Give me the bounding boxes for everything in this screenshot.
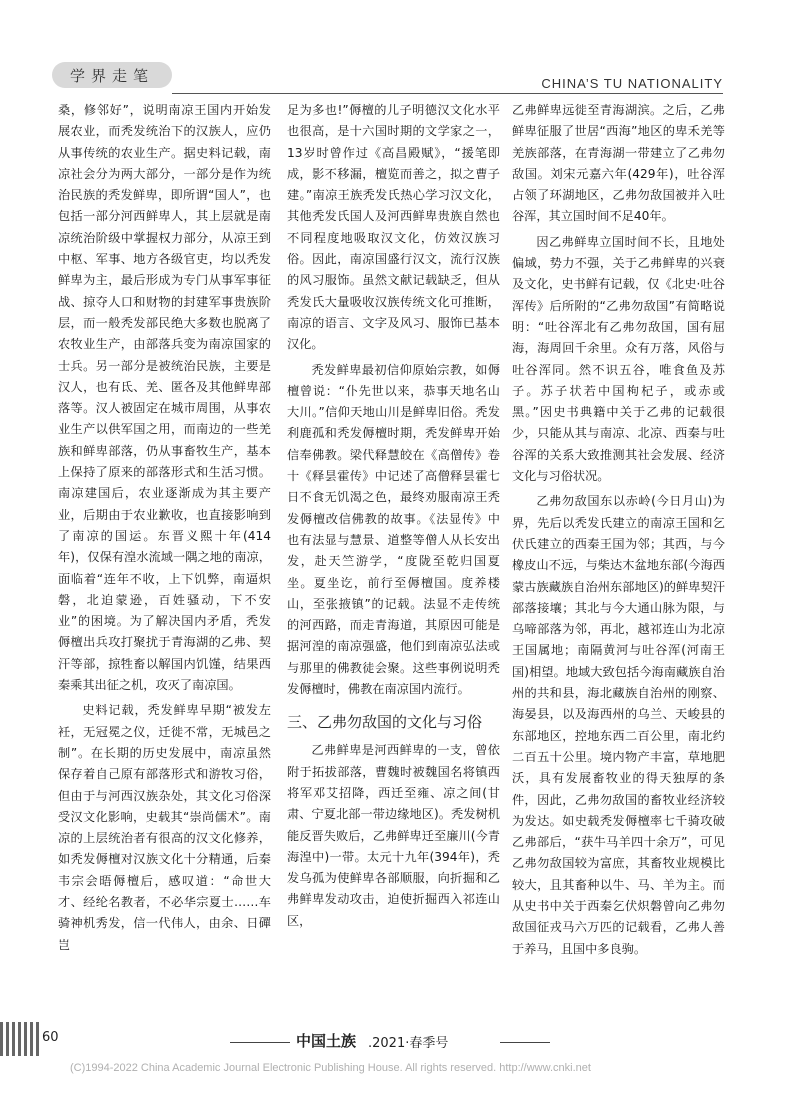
paragraph: 史料记载，秃发鲜卑早期“被发左衽，无冠冕之仪，迁徙不常，无城邑之制”。在长期的历史发展中，南凉虽然保存着自己原有部落形式和游牧习俗，但由于与河西汉族杂处，其文化习俗深受汉文化影响，史载其“崇尚儒术”。南凉的上层统治者有很高的汉文化修养，如秃发傉檀对汉族文化十分精通，后秦韦宗会晤傉檀后，感叹道：“命世大才、经纶名教者，不必华宗夏士……车骑神机秀发，信一代伟人，由余、日磾岂 <box>58 703 271 952</box>
column-3 <box>512 100 725 960</box>
paragraph: 乙弗鲜卑是河西鲜卑的一支，曾依附于拓拔部落，曹魏时被魏国名将镇西将军邓艾招降，西迁至雍、凉之间(甘肃、宁夏北部一带边缘地区)。秃发树机能反晋失败后，乙弗鲜卑迁至廉川(今青海湟中)一带。太元十九年(394年)，秃发乌孤为使鲜卑各部顺服，向折掘和乙弗鲜卑发动攻击，迫使折掘西入祁连山区， <box>287 743 500 928</box>
paragraph: 桑，修邻好”，说明南凉王国内开始发展农业，而秃发统治下的汉族人，应仍从事传统的农业生产。据史料记载，南凉社会分为两大部分，一部分是作为统治民族的秃发鲜卑，即所谓“国人”，也包括一部分河西鲜卑人，其上层就是南凉统治阶级中掌握权力部分，从凉王到中枢、军事、地方各级官吏，均以秃发鲜卑为主，最后形成为专门从事军事征战、掠夺人口和财物的封建军事贵族阶层，而一般秃发部民绝大多数也脱离了农牧业生产，由部落兵变为南凉国家的士兵。另一部分是被统治民族，主要是汉人，也有氐、羌、匿各及其他鲜卑部落等。汉人被固定在城市周围，从事农业生产以供军国之用，而南边的一些羌族和鲜卑部落，仍从事畜牧生产，基本上保持了原来的部落形式和生活习惯。南凉建国后，农业逐渐成为其主要产业，后期由于农业歉收，也直接影响到了南凉的国运。东晋义熙十年(414年)，仅保有湟水流域一隅之地的南凉，面临着“连年不收，上下饥弊，南逼炽磐，北迫蒙逊，百姓骚动，下不安业”的困境。为了解决国内矛盾，秃发傉檀出兵攻打聚扰于青海湖的乙弗、契汗等部，掠牲畜以解国内饥馑，结果西秦乘其出征之机，攻灭了南凉国。 <box>58 103 271 693</box>
column-1 <box>58 100 271 956</box>
page-number: 60 <box>42 1030 59 1045</box>
footer-barcode-decoration <box>0 1022 40 1056</box>
journal-name: 中国土族 <box>296 1032 357 1050</box>
footer-rule-right <box>500 1042 550 1043</box>
paragraph: 乙弗勿敌国东以赤岭(今日月山)为界，先后以秃发氏建立的南凉王国和乞伏氏建立的西秦王国为邻；其西，与今橡皮山不远，与柴达木盆地东部(今海西蒙古族藏族自治州东部地区)的鲜卑契汗部落接壤；其北与今大通山脉为限，与乌啼部落为邻，再北，越祁连山为北凉王国属地；南隔黄河与吐谷浑(河南王国)相望。地域大致包括今海南藏族自治州的共和县，海北藏族自治州的刚察、海晏县，以及海西州的乌兰、天峻县的东部地区，控地东西二百公里，南北约二百五十公里。境内物产丰富，草地肥沃，具有发展畜牧业的得天独厚的条件，因此，乙弗勿敌国的畜牧业经济较为发达。如史载秃发傉檀率七千骑攻破乙弗部后，“获牛马羊四十余万”，可见乙弗勿敌国较为富庶，其畜牧业规模比较大，且其畜种以牛、马、羊为主。而从史书中关于西秦乞伏炽磐曾向乙弗勿敌国征戎马六万匹的记载看，乙弗人善于养马，且国中多良驹。 <box>512 494 725 956</box>
header-rule <box>172 93 723 94</box>
issue-label: .2021·春季号 <box>368 1036 449 1051</box>
paragraph: 因乙弗鲜卑立国时间不长，且地处偏域，势力不强，关于乙弗鲜卑的兴衰及文化，史书鲜有记载，仅《北史·吐谷浑传》后所附的“乙弗勿敌国”有简略说明：“吐谷浑北有乙弗勿敌国，国有屈海，海周回千余里。众有万落，风俗与吐谷浑同。然不识五谷，唯食鱼及苏子。苏子状若中国枸杞子，或赤或黑。”因史书典籍中关于乙弗的记载很少，只能从其与南凉、北凉、西秦与吐谷浑的关系大致推测其社会发展、经济文化与习俗状况。 <box>512 234 725 484</box>
copyright-notice: (C)1994-2022 China Academic Journal Electronic Publishing House. All rights reserved. http://www.cnki.net <box>70 1062 591 1074</box>
column-2 <box>287 100 500 932</box>
paragraph: 足为多也!”傉檀的儿子明德汉文化水平也很高，是十六国时期的文学家之一，13岁时曾作过《高昌殿赋》，“援笔即成，影不移漏，檀览而善之，拟之曹子建。”南凉王族秃发氏热心学习汉文化，其他秃发氏国人及河西鲜卑贵族自然也不同程度地吸取汉文化，仿效汉族习俗。因此，南凉国盛行汉文，流行汉族的风习服饰。虽然文献记载缺乏，但从秃发氏大量吸收汉族传统文化可推断，南凉的语言、文字及风习、服饰已基本汉化。 <box>287 103 500 352</box>
journal-english-title: CHINA’S TU NATIONALITY <box>541 76 723 91</box>
section-label: 学界走笔 <box>52 62 172 88</box>
section-heading: 三、乙弗勿敌国的文化与习俗 <box>287 713 483 732</box>
footer-rule-left <box>230 1042 290 1043</box>
paragraph: 乙弗鲜卑远徙至青海湖滨。之后，乙弗鲜卑征服了世居“西海”地区的卑禾羌等羌族部落，在青海湖一带建立了乙弗勿敌国。刘宋元嘉六年(429年)，吐谷浑占领了环湖地区，乙弗勿敌国被并入吐谷浑，其立国时间不足40年。 <box>512 103 725 224</box>
paragraph: 秃发鲜卑最初信仰原始宗教，如傉檀曾说：“仆先世以来，恭事天地名山大川。”信仰天地山川是鲜卑旧俗。秃发利鹿孤和秃发傉檀时期，秃发鲜卑开始信奉佛教。梁代释慧皎在《高僧传》卷十《释昙霍传》中记述了高僧释昙霍七日不食无饥渴之色，最终劝服南凉王秃发傉檀改信佛教的故事。《法显传》中也有法显与慧景、道整等僧人从长安出发，赴天竺游学，“度陇至乾归国夏坐。夏坐讫，前行至傉檀国。度养楼山，至张掖镇”的记载。法显不走传统的河西路，而走青海道，其原因可能是据河湟的南凉强盛，他们到南凉弘法或与那里的佛教徒会聚。这些事例说明秃发傉檀时，佛教在南凉国内流行。 <box>287 362 500 697</box>
